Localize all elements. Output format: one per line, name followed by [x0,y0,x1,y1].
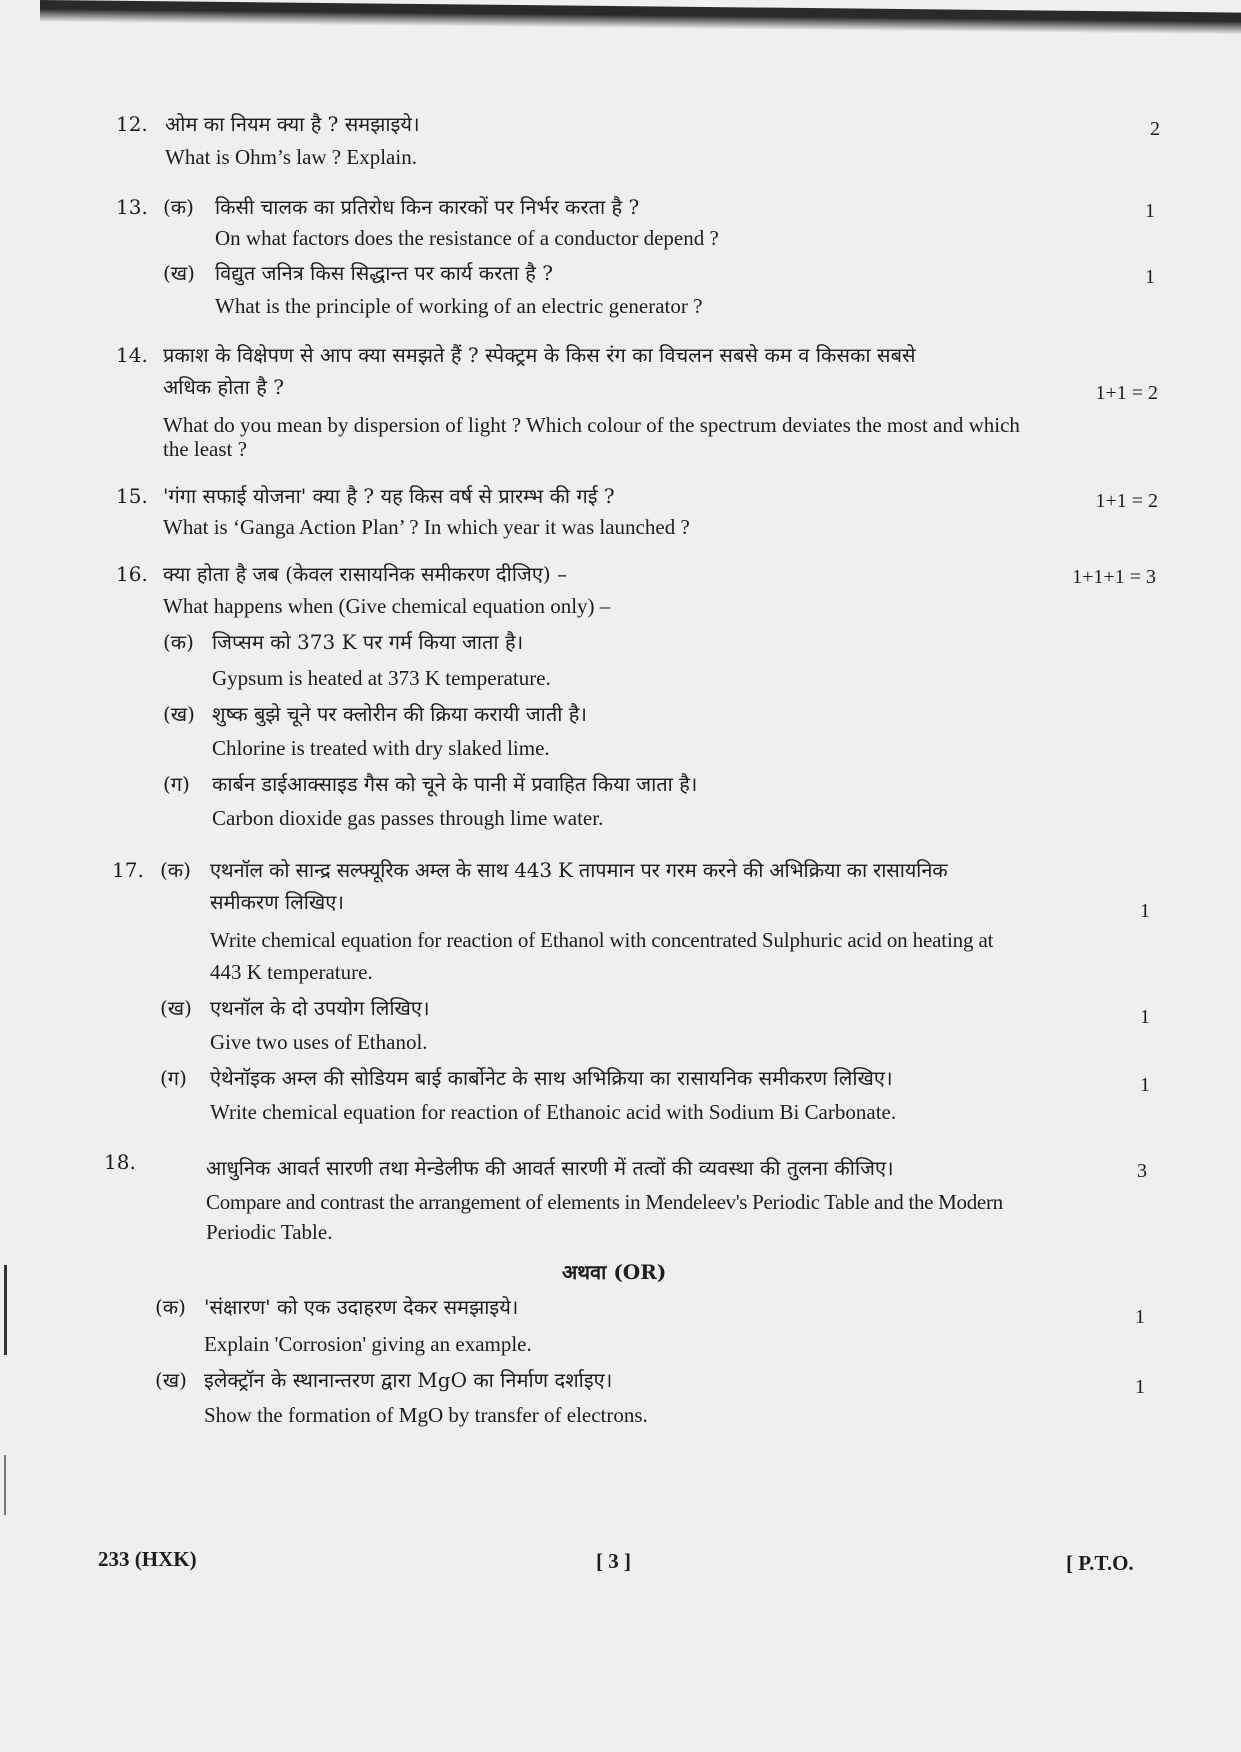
q15-english: What is ‘Ganga Action Plan’ ? In which year it was launched ? [163,515,690,539]
q18-b-english: Show the formation of MgO by transfer of electrons. [204,1403,648,1427]
page-top-edge-shadow [40,0,1241,35]
q17-b-label: (ख) [160,996,192,1020]
q13-a-english: On what factors does the resistance of a conductor depend ? [215,226,719,250]
q16-marks: 1+1+1 = 3 [1072,566,1156,588]
q13-a-marks: 1 [1145,200,1155,222]
q13-a-label: (क) [163,195,194,219]
q18-a-english: Explain 'Corrosion' giving an example. [204,1332,532,1356]
q13-b-hindi: विद्युत जनित्र किस सिद्धान्त पर कार्य करता है ? [215,261,553,285]
q17-a-hindi-line2: समीकरण लिखिए। [210,890,344,914]
or-heading: अथवा (OR) [562,1260,667,1284]
q14-hindi-line2: अधिक होता है ? [163,375,284,399]
q14-english-line2: the least ? [163,437,247,461]
q17-c-marks: 1 [1140,1074,1150,1096]
q14-marks: 1+1 = 2 [1095,382,1158,404]
q16-a-english: Gypsum is heated at 373 K temperature. [212,666,551,690]
q14-english-line1: What do you mean by dispersion of light ? Which colour of the spectrum deviates the most and which [163,413,1020,437]
q17-a-hindi-line1: एथनॉल को सान्द्र सल्फ्यूरिक अम्ल के साथ 443 K तापमान पर गरम करने की अभिक्रिया का रासायनिक [210,858,948,882]
q16-c-english: Carbon dioxide gas passes through lime water. [212,806,604,830]
q17-b-hindi: एथनॉल के दो उपयोग लिखिए। [210,996,430,1020]
q17-b-marks: 1 [1140,1006,1150,1028]
q17-a-english-line1: Write chemical equation for reaction of Ethanol with concentrated Sulphuric acid on heating at [210,928,994,952]
page-number: [ 3 ] [596,1549,631,1573]
q18-b-hindi: इलेक्ट्रॉन के स्थानान्तरण द्वारा MgO का निर्माण दर्शाइए। [204,1368,613,1392]
q15-number: 15. [116,484,148,508]
q16-a-label: (क) [163,630,194,654]
q17-c-label: (ग) [160,1066,187,1090]
q17-c-english: Write chemical equation for reaction of Ethanoic acid with Sodium Bi Carbonate. [210,1100,897,1124]
q14-hindi-line1: प्रकाश के विक्षेपण से आप क्या समझते हैं ? स्पेक्ट्रम के किस रंग का विचलन सबसे कम व किसका सबसे [163,343,916,367]
q12-english: What is Ohm’s law ? Explain. [165,145,417,169]
q14-number: 14. [116,343,148,367]
q18-marks: 3 [1137,1160,1147,1182]
pto-note: [ P.T.O. [1066,1551,1134,1575]
q13-b-label: (ख) [163,261,195,285]
left-margin-mark [4,1455,6,1515]
q18-a-hindi: 'संक्षारण' को एक उदाहरण देकर समझाइये। [204,1295,519,1319]
q18-a-label: (क) [155,1295,186,1319]
q18-hindi: आधुनिक आवर्त सारणी तथा मेन्डेलीफ की आवर्त सारणी में तत्वों की व्यवस्था की तुलना कीजिए। [206,1156,894,1180]
q12-marks: 2 [1150,118,1160,140]
q18-b-marks: 1 [1135,1376,1145,1398]
q18-b-label: (ख) [155,1368,187,1392]
q13-number: 13. [116,195,148,219]
q16-b-label: (ख) [163,702,195,726]
left-margin-mark [4,1265,7,1355]
q17-a-marks: 1 [1140,900,1150,922]
q16-b-english: Chlorine is treated with dry slaked lime. [212,736,550,760]
q16-c-label: (ग) [163,772,190,796]
q16-number: 16. [116,562,148,586]
q16-b-hindi: शुष्क बुझे चूने पर क्लोरीन की क्रिया करायी जाती है। [212,702,587,726]
q13-b-marks: 1 [1145,266,1155,288]
q13-b-english: What is the principle of working of an electric generator ? [215,294,703,318]
q18-english-line1: Compare and contrast the arrangement of elements in Mendeleev's Periodic Table and the Modern [206,1190,1003,1214]
q17-c-hindi: ऐथेनॉइक अम्ल की सोडियम बाई कार्बोनेट के साथ अभिक्रिया का रासायनिक समीकरण लिखिए। [210,1066,893,1090]
q12-hindi: ओम का नियम क्या है ? समझाइये। [165,112,420,136]
q16-hindi: क्या होता है जब (केवल रासायनिक समीकरण दीजिए) – [163,562,568,586]
q15-hindi: 'गंगा सफाई योजना' क्या है ? यह किस वर्ष से प्रारम्भ की गई ? [163,484,615,508]
q15-marks: 1+1 = 2 [1095,490,1158,512]
q18-english-line2: Periodic Table. [206,1220,333,1244]
q13-a-hindi: किसी चालक का प्रतिरोध किन कारकों पर निर्भर करता है ? [215,195,640,219]
q16-a-hindi: जिप्सम को 373 K पर गर्म किया जाता है। [212,630,524,654]
q17-number: 17. [112,858,144,882]
paper-code: 233 (HXK) [98,1547,197,1571]
q18-number: 18. [104,1150,136,1174]
q17-b-english: Give two uses of Ethanol. [210,1030,428,1054]
q18-a-marks: 1 [1135,1306,1145,1328]
q12-number: 12. [116,112,148,136]
q16-c-hindi: कार्बन डाईआक्साइड गैस को चूने के पानी में प्रवाहित किया जाता है। [212,772,698,796]
q17-a-label: (क) [160,858,191,882]
q17-a-english-line2: 443 K temperature. [210,960,373,984]
q16-english: What happens when (Give chemical equation only) – [163,594,611,618]
